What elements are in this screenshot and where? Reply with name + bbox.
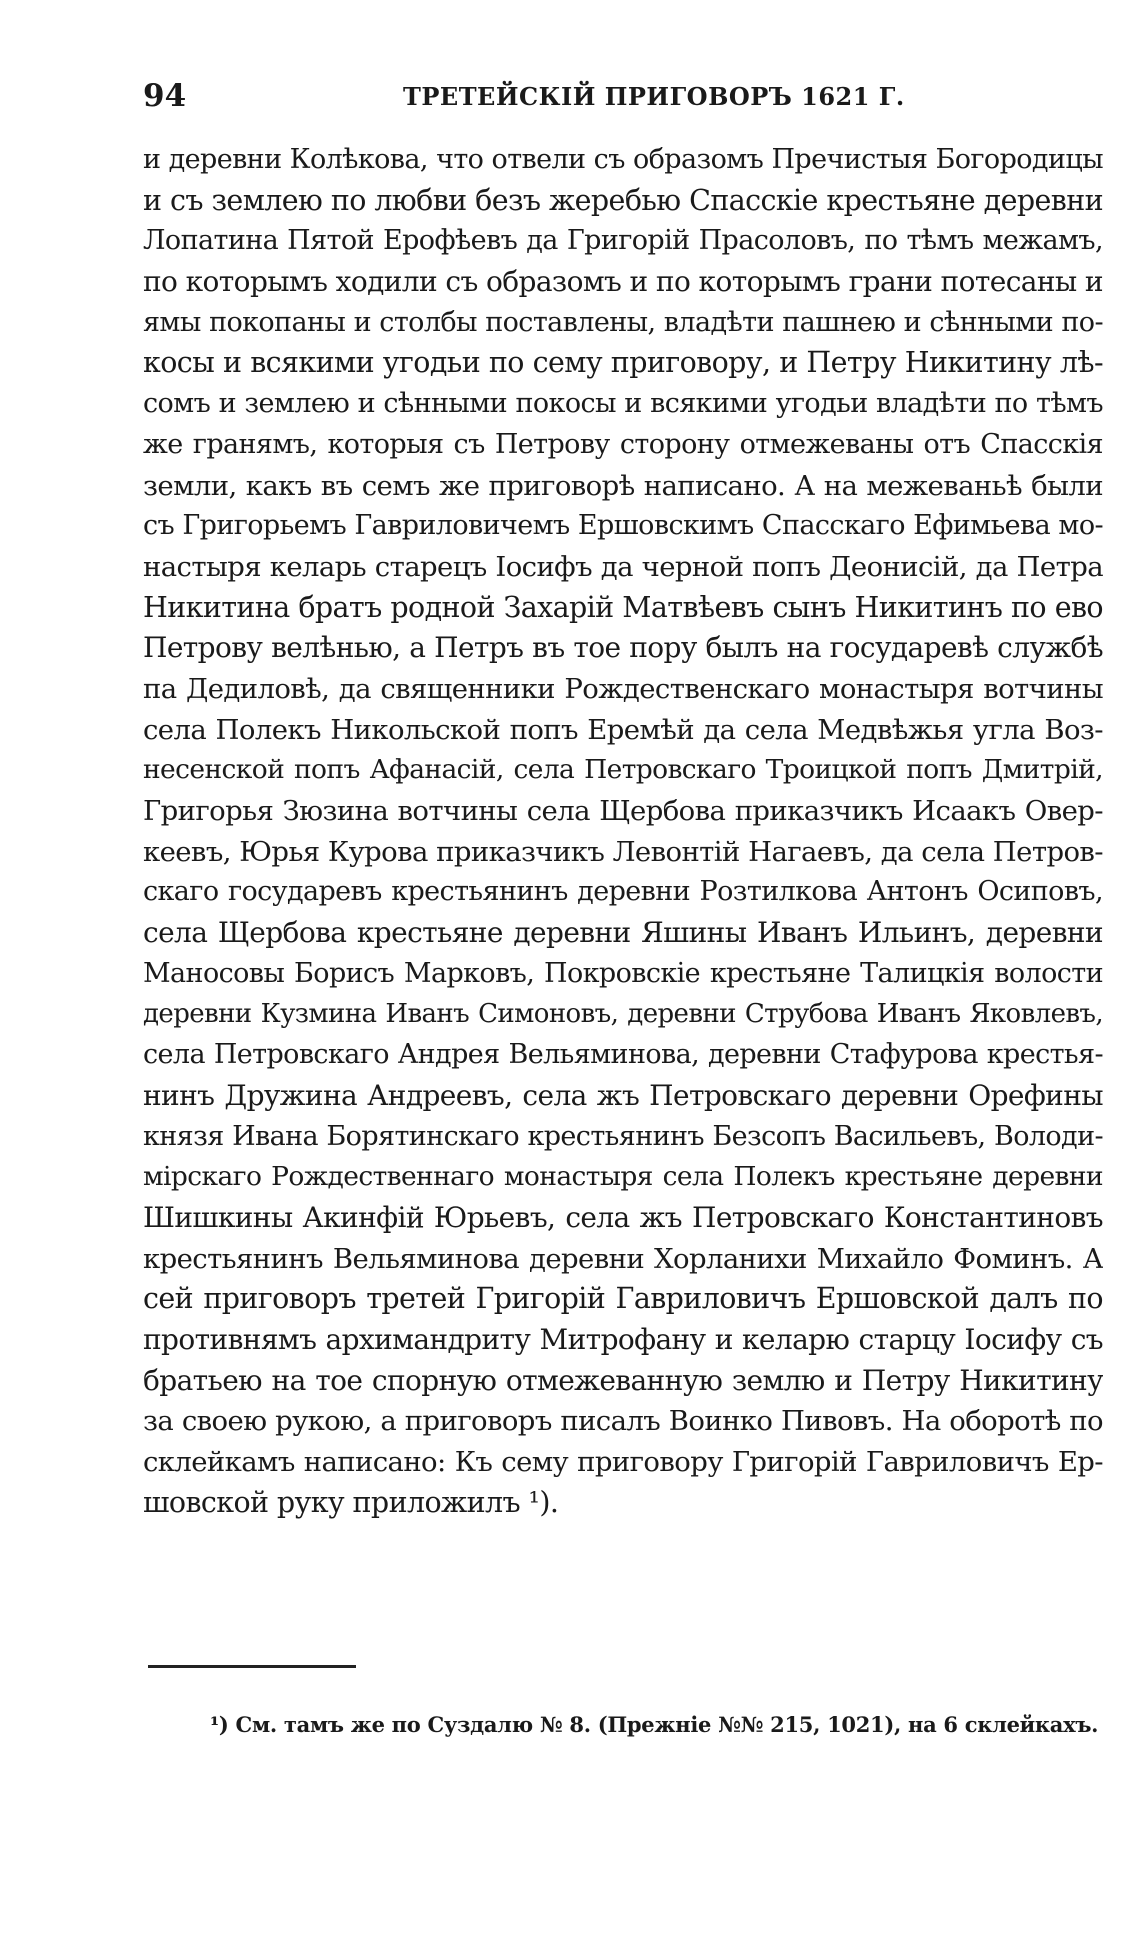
text-line: ямы покопаны и столбы поставлены, владѣти пашнею и сѣнными по- (143, 306, 1103, 338)
text-line: Петрову велѣнью, а Петръ въ тое пору былъ на государевѣ службѣ (143, 631, 1103, 665)
text-line: мірскаго Рождественнаго монастыря села Полекъ крестьяне деревни (143, 1161, 1103, 1193)
text-line: шовской руку приложилъ ¹). (143, 1485, 559, 1519)
text-line: же гранямъ, которыя съ Петрову сторону отмежеваны отъ Спасскія (143, 428, 1103, 460)
text-line: за своею рукою, а приговоръ писалъ Воинко Пивовъ. На оборотѣ по (143, 1405, 1103, 1438)
text-line: сей приговоръ третей Григорій Гавриловичъ Ершовской далъ по (143, 1282, 1103, 1316)
text-line: села Полекъ Никольской попъ Еремѣй да села Медвѣжья угла Воз- (143, 713, 1103, 746)
text-line: и деревни Колѣкова, что отвели съ образомъ Пречистыя Богородицы (143, 144, 1103, 175)
text-line: земли, какъ въ семъ же приговорѣ написано. А на межеваньѣ были (143, 469, 1103, 502)
text-line: Маносовы Борисъ Марковъ, Покровскіе крестьяне Талицкія волости (143, 957, 1103, 989)
footnote-divider (148, 1665, 356, 1668)
text-line: кеевъ, Юрья Курова приказчикъ Левонтій Нагаевъ, да села Петров- (143, 835, 1103, 868)
text-line: крестьянинъ Вельяминова деревни Хорланихи Михайло Фоминъ. А (143, 1242, 1103, 1275)
text-line: скаго государевъ крестьянинъ деревни Розтилкова Антонъ Осиповъ, (143, 876, 1103, 908)
text-line: Григорья Зюзина вотчины села Щербова приказчикъ Исаакъ Овер- (143, 795, 1103, 827)
footnote: ¹) См. тамъ же по Суздалю № 8. (Прежніе №№ 215, 1021), на 6 склейкахъ. (210, 1712, 1099, 1737)
text-line: Шишкины Акинфій Юрьевъ, села жъ Петровскаго Константиновъ (143, 1200, 1103, 1234)
text-line: настыря келарь старецъ Іосифъ да черной попъ Деонисій, да Петра (143, 550, 1103, 583)
text-line: братьею на тое спорную отмежеванную землю и Петру Никитину (143, 1363, 1103, 1397)
text-line: села Петровскаго Андрея Вельяминова, деревни Стафурова крестья- (143, 1039, 1103, 1071)
text-line: съ Григорьемъ Гавриловичемъ Ершовскимъ Спасскаго Ефимьева мо- (143, 510, 1103, 542)
text-line: нинъ Дружина Андреевъ, села жъ Петровскаго деревни Орефины (143, 1078, 1103, 1112)
text-line: деревни Кузмина Иванъ Симоновъ, деревни Струбова Иванъ Яковлевъ, (143, 999, 1103, 1030)
text-line: Никитина братъ родной Захарій Матвѣевъ сынъ Никитинъ по ево (143, 590, 1103, 624)
text-line: сомъ и землею и сѣнными покосы и всякими угодьи владѣти по тѣмъ (143, 388, 1103, 420)
text-line: князя Ивана Борятинскаго крестьянинъ Безсопъ Васильевъ, Володи- (143, 1120, 1103, 1152)
text-line: несенской попъ Афанасій, села Петровскаго Троицкой попъ Дмитрій, (143, 754, 1103, 786)
main-text (143, 140, 1103, 1523)
text-line: Лопатина Пятой Ерофѣевъ да Григорій Прасоловъ, по тѣмъ межамъ, (143, 225, 1103, 257)
text-line: села Щербова крестьяне деревни Яшины Иванъ Ильинъ, деревни (143, 916, 1103, 950)
text-line: и съ землею по любви безъ жеребью Спасскіе крестьяне деревни (143, 183, 1103, 217)
page-number: 94 (143, 78, 187, 114)
text-line: по которымъ ходили съ образомъ и по которымъ грани потесаны и (143, 265, 1103, 299)
text-line: склейкамъ написано: Къ сему приговору Григорій Гавриловичъ Ер- (143, 1446, 1103, 1478)
text-line: па Дедиловѣ, да священники Рождественскаго монастыря вотчины (143, 672, 1103, 705)
text-line: косы и всякими угодьи по сему приговору, и Петру Никитину лѣ- (143, 346, 1103, 380)
running-head: ТРЕТЕЙСКІЙ ПРИГОВОРЪ 1621 Г. (403, 82, 905, 111)
text-line: противнямъ архимандриту Митрофану и келарю старцу Іосифу съ (143, 1322, 1103, 1356)
page-header (143, 78, 1103, 118)
